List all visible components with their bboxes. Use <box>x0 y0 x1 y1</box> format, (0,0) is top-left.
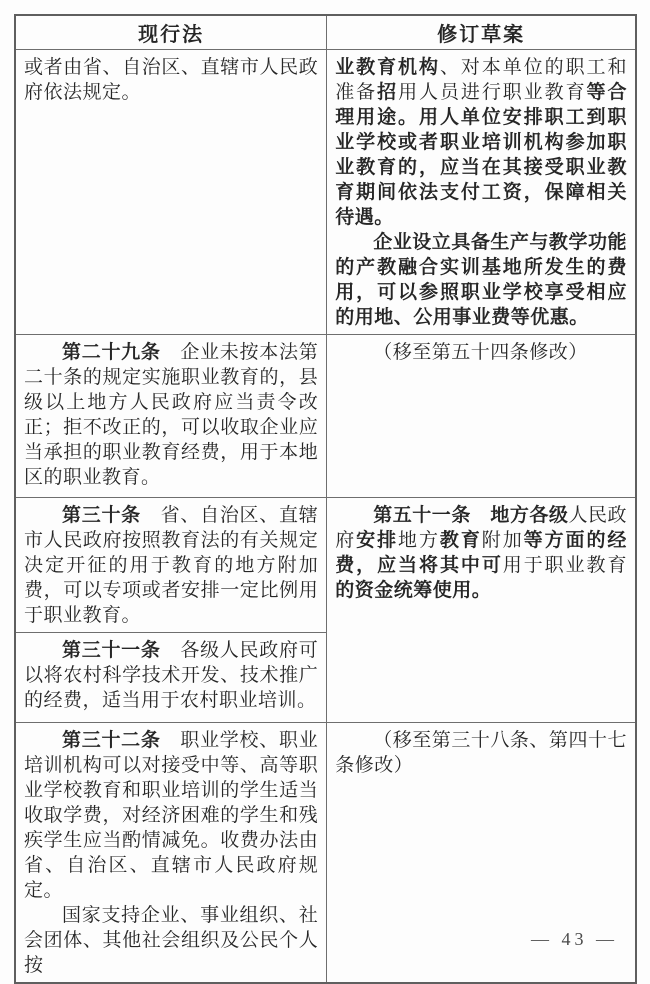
paragraph <box>335 728 627 778</box>
text-run: （移至第三十八条、第四十七条修改） <box>335 729 627 776</box>
cell-current-law-article-30 <box>15 497 327 632</box>
text-run: （移至第五十四条修改） <box>373 341 588 363</box>
text-run: 地方 <box>398 529 440 551</box>
cell-current-law-article-31 <box>15 632 327 722</box>
table-row <box>15 49 636 334</box>
text-run: 国家支持企业、事业组织、社会团体、其他社会组织及公民个人按 <box>24 904 319 976</box>
header-row <box>15 15 636 49</box>
text-run: 省、自治区、直辖市人民政府按照教育法的有关规定决定开征的用于教育的地方附加费，可以专项或者安排一定比例用于职业教育。 <box>24 504 319 626</box>
paragraph <box>24 55 318 105</box>
paragraph <box>24 728 318 903</box>
text-run: 用人员进行职业教育 <box>398 81 587 103</box>
bold-text-run: 业教育机构 <box>335 56 440 78</box>
cell-current-law-article-32 <box>15 722 327 983</box>
text-run: 或者由省、自治区、直辖市人民政府依法规定。 <box>24 56 319 103</box>
cell-revised-draft-continuation <box>327 49 636 334</box>
bold-text-run: 安排 <box>356 529 399 551</box>
paragraph <box>24 903 318 978</box>
text-run: 职业学校、职业培训机构可以对接受中等、高等职业学校教育和职业培训的学生适当收取学费，对经济困难的学生和残疾学生应当酌情减免。收费办法由省、自治区、直辖市人民政府规定。 <box>24 729 319 901</box>
bold-text-run: 第五十一条 地方各级 <box>373 504 569 526</box>
cell-current-law-continuation <box>15 49 327 334</box>
paragraph <box>24 340 318 490</box>
page-number: — 43 — <box>531 929 618 949</box>
bold-text-run: 第三十条 <box>62 504 161 526</box>
text-run: 人民政府 <box>335 504 627 551</box>
paragraph <box>24 503 318 628</box>
paragraph <box>335 503 627 603</box>
text-run: 用于职业教育 <box>502 554 627 576</box>
text-run: 附加 <box>481 529 524 551</box>
bold-text-run: 等合理用途。用人单位安排职工到职业学校或者职业培训机构参加职业教育的，应当在其接受职业教育期间依法支付工资，保障相关待遇。 <box>335 81 627 228</box>
bold-text-run: 等方面的经费，应当将其中可 <box>335 529 627 576</box>
paragraph <box>335 230 627 330</box>
text-run: 各级人民政府可以将农村科学技术开发、技术推广的经费，适当用于农村职业培训。 <box>24 639 319 711</box>
table-row <box>15 497 636 632</box>
law-comparison-table <box>14 14 637 984</box>
bold-text-run: 第二十九条 <box>62 341 181 363</box>
text-run: 、对本单位的职工和准备 <box>335 56 627 103</box>
cell-current-law-article-29 <box>15 334 327 497</box>
table-row <box>15 334 636 497</box>
paragraph <box>335 55 627 230</box>
bold-text-run: 企业设立具备生产与教学功能的产教融合实训基地所发生的费用，可以参照职业学校享受相应的用地、公用事业费等优惠。 <box>335 231 627 328</box>
bold-text-run: 第三十一条 <box>62 639 181 661</box>
paragraph <box>24 638 318 713</box>
column-header-current-law: 现行法 <box>15 15 327 49</box>
bold-text-run: 教育 <box>439 529 482 551</box>
cell-revised-draft-moved-54 <box>327 334 636 497</box>
cell-revised-draft-article-51 <box>327 497 636 722</box>
bold-text-run: 的资金统筹使用。 <box>335 579 492 601</box>
text-run: 企业未按本法第二十条的规定实施职业教育的，县级以上地方人民政府应当责令改正；拒不改正的，可以收取企业应当承担的职业教育经费，用于本地区的职业教育。 <box>24 341 319 488</box>
bold-text-run: 招 <box>377 81 399 103</box>
column-header-revised-draft: 修订草案 <box>327 15 636 49</box>
paragraph <box>335 340 627 365</box>
bold-text-run: 第三十二条 <box>62 729 181 751</box>
